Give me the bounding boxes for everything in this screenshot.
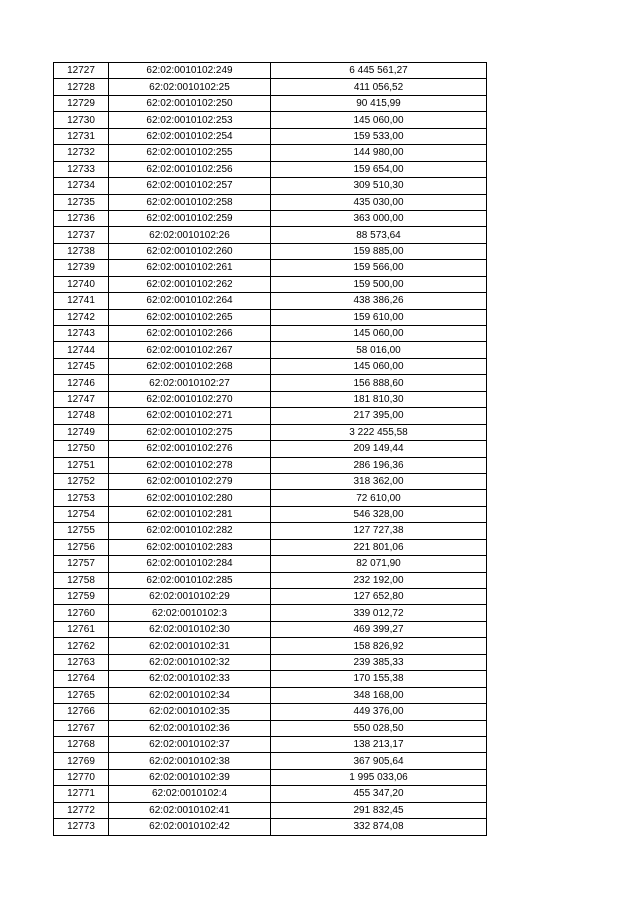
table-row — [54, 358, 487, 374]
table-body — [54, 63, 487, 836]
cadastral-value-cell: 159 500,00 — [271, 276, 487, 292]
row-number-cell: 12738 — [54, 243, 109, 259]
row-number-cell: 12740 — [54, 276, 109, 292]
row-number-cell: 12734 — [54, 178, 109, 194]
cadastral-number-cell: 62:02:0010102:258 — [109, 194, 271, 210]
row-number-cell: 12755 — [54, 523, 109, 539]
table-row — [54, 671, 487, 687]
row-number-cell: 12773 — [54, 819, 109, 835]
table-row — [54, 63, 487, 79]
cadastral-value-cell: 159 654,00 — [271, 161, 487, 177]
table-row — [54, 178, 487, 194]
cadastral-value-cell: 159 610,00 — [271, 309, 487, 325]
row-number-cell: 12752 — [54, 473, 109, 489]
cadastral-number-cell: 62:02:0010102:42 — [109, 819, 271, 835]
row-number-cell: 12756 — [54, 539, 109, 555]
cadastral-number-cell: 62:02:0010102:255 — [109, 145, 271, 161]
cadastral-number-cell: 62:02:0010102:35 — [109, 704, 271, 720]
cadastral-value-cell: 170 155,38 — [271, 671, 487, 687]
cadastral-value-cell: 449 376,00 — [271, 704, 487, 720]
row-number-cell: 12730 — [54, 112, 109, 128]
row-number-cell: 12762 — [54, 638, 109, 654]
cadastral-value-cell: 221 801,06 — [271, 539, 487, 555]
cadastral-value-cell: 156 888,60 — [271, 375, 487, 391]
cadastral-value-cell: 181 810,30 — [271, 391, 487, 407]
cadastral-value-cell: 144 980,00 — [271, 145, 487, 161]
table-row — [54, 819, 487, 835]
table-row — [54, 441, 487, 457]
cadastral-number-cell: 62:02:0010102:266 — [109, 326, 271, 342]
table-row — [54, 227, 487, 243]
table-row — [54, 720, 487, 736]
cadastral-value-cell: 348 168,00 — [271, 687, 487, 703]
cadastral-number-cell: 62:02:0010102:256 — [109, 161, 271, 177]
table-row — [54, 802, 487, 818]
table-row — [54, 309, 487, 325]
row-number-cell: 12757 — [54, 556, 109, 572]
row-number-cell: 12743 — [54, 326, 109, 342]
cadastral-number-cell: 62:02:0010102:31 — [109, 638, 271, 654]
cadastral-value-cell: 3 222 455,58 — [271, 424, 487, 440]
cadastral-number-cell: 62:02:0010102:249 — [109, 63, 271, 79]
row-number-cell: 12765 — [54, 687, 109, 703]
table-row — [54, 326, 487, 342]
cadastral-number-cell: 62:02:0010102:282 — [109, 523, 271, 539]
cadastral-number-cell: 62:02:0010102:284 — [109, 556, 271, 572]
table-row — [54, 556, 487, 572]
cadastral-number-cell: 62:02:0010102:30 — [109, 621, 271, 637]
cadastral-number-cell: 62:02:0010102:38 — [109, 753, 271, 769]
row-number-cell: 12760 — [54, 605, 109, 621]
cadastral-value-cell: 145 060,00 — [271, 358, 487, 374]
cadastral-value-cell: 469 399,27 — [271, 621, 487, 637]
cadastral-number-cell: 62:02:0010102:259 — [109, 210, 271, 226]
row-number-cell: 12768 — [54, 736, 109, 752]
cadastral-number-cell: 62:02:0010102:4 — [109, 786, 271, 802]
table-row — [54, 654, 487, 670]
row-number-cell: 12741 — [54, 293, 109, 309]
table-row — [54, 128, 487, 144]
cadastral-number-cell: 62:02:0010102:270 — [109, 391, 271, 407]
row-number-cell: 12735 — [54, 194, 109, 210]
row-number-cell: 12766 — [54, 704, 109, 720]
row-number-cell: 12728 — [54, 79, 109, 95]
cadastral-value-cell: 435 030,00 — [271, 194, 487, 210]
table-row — [54, 391, 487, 407]
table-row — [54, 145, 487, 161]
cadastral-value-cell: 411 056,52 — [271, 79, 487, 95]
cadastral-value-cell: 438 386,26 — [271, 293, 487, 309]
cadastral-value-cell: 455 347,20 — [271, 786, 487, 802]
cadastral-value-cell: 217 395,00 — [271, 408, 487, 424]
cadastral-number-cell: 62:02:0010102:283 — [109, 539, 271, 555]
row-number-cell: 12763 — [54, 654, 109, 670]
cadastral-number-cell: 62:02:0010102:253 — [109, 112, 271, 128]
row-number-cell: 12769 — [54, 753, 109, 769]
cadastral-value-cell: 90 415,99 — [271, 95, 487, 111]
cadastral-number-cell: 62:02:0010102:3 — [109, 605, 271, 621]
cadastral-number-cell: 62:02:0010102:27 — [109, 375, 271, 391]
table-row — [54, 473, 487, 489]
table-row — [54, 638, 487, 654]
cadastral-number-cell: 62:02:0010102:32 — [109, 654, 271, 670]
row-number-cell: 12744 — [54, 342, 109, 358]
cadastral-number-cell: 62:02:0010102:39 — [109, 769, 271, 785]
cadastral-number-cell: 62:02:0010102:281 — [109, 506, 271, 522]
cadastral-value-table — [53, 62, 487, 836]
cadastral-value-cell: 339 012,72 — [271, 605, 487, 621]
cadastral-value-cell: 332 874,08 — [271, 819, 487, 835]
cadastral-value-cell: 291 832,45 — [271, 802, 487, 818]
table-row — [54, 457, 487, 473]
cadastral-value-cell: 239 385,33 — [271, 654, 487, 670]
cadastral-value-cell: 145 060,00 — [271, 326, 487, 342]
table-row — [54, 769, 487, 785]
table-row — [54, 605, 487, 621]
table-row — [54, 276, 487, 292]
cadastral-number-cell: 62:02:0010102:278 — [109, 457, 271, 473]
table-row — [54, 506, 487, 522]
row-number-cell: 12767 — [54, 720, 109, 736]
cadastral-number-cell: 62:02:0010102:260 — [109, 243, 271, 259]
row-number-cell: 12751 — [54, 457, 109, 473]
cadastral-value-cell: 82 071,90 — [271, 556, 487, 572]
table-row — [54, 194, 487, 210]
cadastral-number-cell: 62:02:0010102:41 — [109, 802, 271, 818]
cadastral-number-cell: 62:02:0010102:279 — [109, 473, 271, 489]
table-row — [54, 621, 487, 637]
table-row — [54, 687, 487, 703]
cadastral-number-cell: 62:02:0010102:271 — [109, 408, 271, 424]
table-row — [54, 342, 487, 358]
cadastral-value-cell: 127 652,80 — [271, 589, 487, 605]
row-number-cell: 12749 — [54, 424, 109, 440]
cadastral-number-cell: 62:02:0010102:37 — [109, 736, 271, 752]
row-number-cell: 12737 — [54, 227, 109, 243]
cadastral-number-cell: 62:02:0010102:29 — [109, 589, 271, 605]
cadastral-value-cell: 1 995 033,06 — [271, 769, 487, 785]
table-row — [54, 161, 487, 177]
row-number-cell: 12733 — [54, 161, 109, 177]
cadastral-value-cell: 367 905,64 — [271, 753, 487, 769]
cadastral-number-cell: 62:02:0010102:285 — [109, 572, 271, 588]
cadastral-number-cell: 62:02:0010102:26 — [109, 227, 271, 243]
cadastral-number-cell: 62:02:0010102:254 — [109, 128, 271, 144]
cadastral-value-cell: 159 566,00 — [271, 260, 487, 276]
cadastral-number-cell: 62:02:0010102:36 — [109, 720, 271, 736]
row-number-cell: 12727 — [54, 63, 109, 79]
row-number-cell: 12761 — [54, 621, 109, 637]
row-number-cell: 12746 — [54, 375, 109, 391]
cadastral-number-cell: 62:02:0010102:268 — [109, 358, 271, 374]
cadastral-value-cell: 309 510,30 — [271, 178, 487, 194]
row-number-cell: 12753 — [54, 490, 109, 506]
row-number-cell: 12747 — [54, 391, 109, 407]
row-number-cell: 12764 — [54, 671, 109, 687]
table-row — [54, 572, 487, 588]
table-row — [54, 408, 487, 424]
table-row — [54, 112, 487, 128]
cadastral-number-cell: 62:02:0010102:262 — [109, 276, 271, 292]
table-row — [54, 490, 487, 506]
table-row — [54, 260, 487, 276]
cadastral-value-cell: 58 016,00 — [271, 342, 487, 358]
row-number-cell: 12729 — [54, 95, 109, 111]
row-number-cell: 12770 — [54, 769, 109, 785]
row-number-cell: 12772 — [54, 802, 109, 818]
row-number-cell: 12731 — [54, 128, 109, 144]
table-row — [54, 293, 487, 309]
cadastral-value-cell: 6 445 561,27 — [271, 63, 487, 79]
cadastral-value-cell: 158 826,92 — [271, 638, 487, 654]
row-number-cell: 12739 — [54, 260, 109, 276]
cadastral-value-cell: 209 149,44 — [271, 441, 487, 457]
cadastral-value-cell: 286 196,36 — [271, 457, 487, 473]
table-row — [54, 79, 487, 95]
table-row — [54, 523, 487, 539]
cadastral-value-cell: 127 727,38 — [271, 523, 487, 539]
cadastral-number-cell: 62:02:0010102:257 — [109, 178, 271, 194]
cadastral-number-cell: 62:02:0010102:275 — [109, 424, 271, 440]
cadastral-number-cell: 62:02:0010102:34 — [109, 687, 271, 703]
cadastral-number-cell: 62:02:0010102:280 — [109, 490, 271, 506]
cadastral-number-cell: 62:02:0010102:276 — [109, 441, 271, 457]
table-row — [54, 736, 487, 752]
table-row — [54, 243, 487, 259]
row-number-cell: 12732 — [54, 145, 109, 161]
table-row — [54, 375, 487, 391]
row-number-cell: 12748 — [54, 408, 109, 424]
cadastral-number-cell: 62:02:0010102:265 — [109, 309, 271, 325]
row-number-cell: 12750 — [54, 441, 109, 457]
row-number-cell: 12742 — [54, 309, 109, 325]
row-number-cell: 12754 — [54, 506, 109, 522]
table-row — [54, 786, 487, 802]
table-row — [54, 753, 487, 769]
row-number-cell: 12759 — [54, 589, 109, 605]
cadastral-value-cell: 159 885,00 — [271, 243, 487, 259]
cadastral-number-cell: 62:02:0010102:267 — [109, 342, 271, 358]
row-number-cell: 12758 — [54, 572, 109, 588]
cadastral-number-cell: 62:02:0010102:250 — [109, 95, 271, 111]
table-row — [54, 424, 487, 440]
cadastral-value-cell: 138 213,17 — [271, 736, 487, 752]
table-row — [54, 95, 487, 111]
cadastral-number-cell: 62:02:0010102:264 — [109, 293, 271, 309]
cadastral-value-cell: 546 328,00 — [271, 506, 487, 522]
table-row — [54, 589, 487, 605]
cadastral-number-cell: 62:02:0010102:261 — [109, 260, 271, 276]
cadastral-value-cell: 145 060,00 — [271, 112, 487, 128]
table-row — [54, 539, 487, 555]
table-row — [54, 704, 487, 720]
cadastral-value-cell: 88 573,64 — [271, 227, 487, 243]
row-number-cell: 12771 — [54, 786, 109, 802]
cadastral-value-cell: 318 362,00 — [271, 473, 487, 489]
table-row — [54, 210, 487, 226]
cadastral-number-cell: 62:02:0010102:33 — [109, 671, 271, 687]
cadastral-value-cell: 159 533,00 — [271, 128, 487, 144]
cadastral-value-cell: 232 192,00 — [271, 572, 487, 588]
cadastral-value-cell: 72 610,00 — [271, 490, 487, 506]
cadastral-value-cell: 550 028,50 — [271, 720, 487, 736]
cadastral-value-cell: 363 000,00 — [271, 210, 487, 226]
row-number-cell: 12736 — [54, 210, 109, 226]
cadastral-number-cell: 62:02:0010102:25 — [109, 79, 271, 95]
row-number-cell: 12745 — [54, 358, 109, 374]
